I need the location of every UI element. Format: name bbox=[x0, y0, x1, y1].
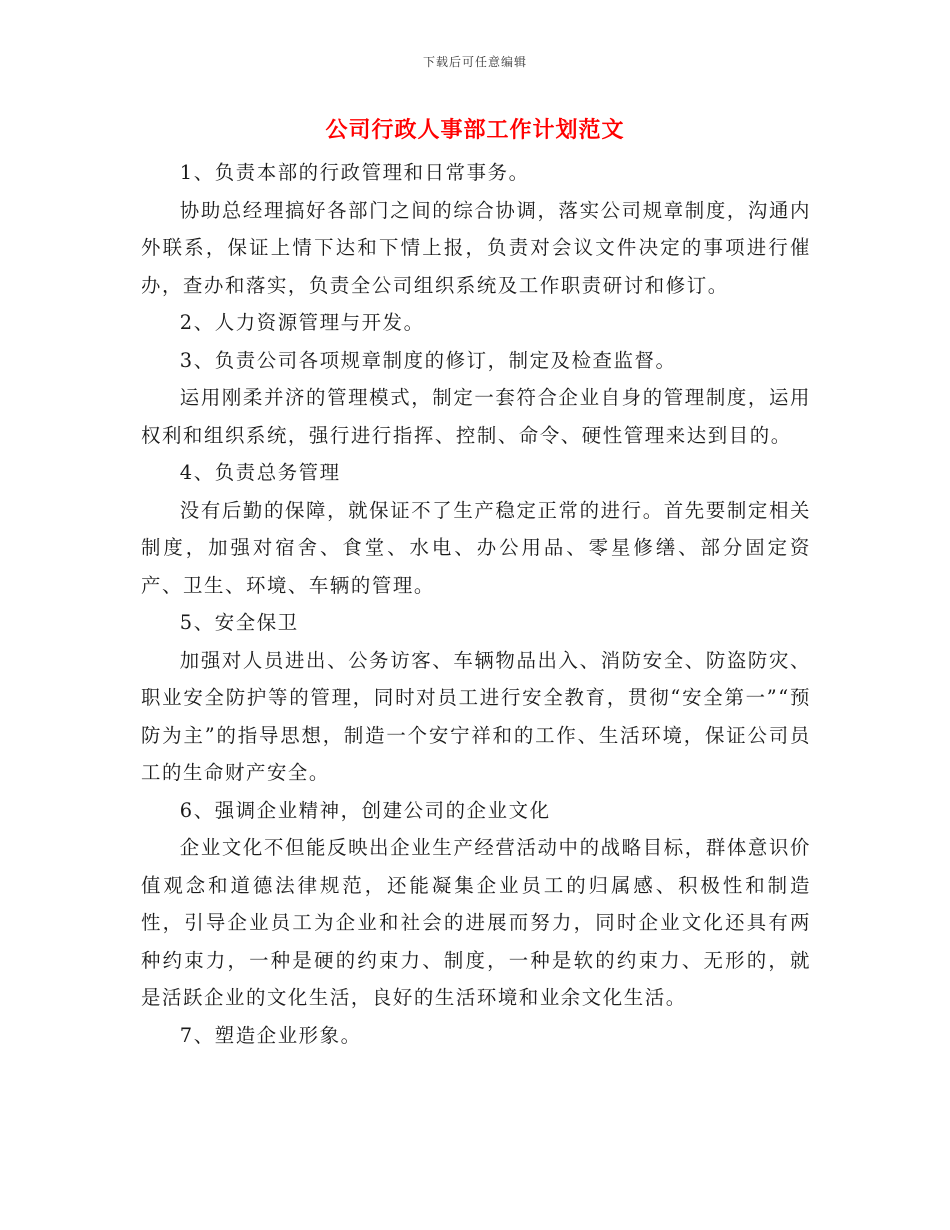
paragraph-item-2-heading: 2、人力资源管理与开发。 bbox=[179, 311, 425, 334]
paragraph-item-1-heading: 1、负责本部的行政管理和日常事务。 bbox=[179, 161, 530, 184]
paragraph-item-7-heading: 7、塑造企业形象。 bbox=[179, 1023, 362, 1047]
paragraph-item-3-heading: 3、负责公司各项规章制度的修订，制定及检查监督。 bbox=[179, 348, 677, 372]
paragraph-admin-duties: 协助总经理搞好各部门之间的综合协调，落实公司规章制度，沟通内外联系，保证上情下达和下情上报，负责对会议文件决定的事项进行催办，查办和落实，负责全公司组织系统及工作职责研讨和修订。 bbox=[141, 198, 811, 297]
paragraph-security: 加强对人员进出、公务访客、车辆物品出入、消防安全、防盗防灾、职业安全防护等的管理，同时对员工进行安全教育，贯彻“安全第一”“预防为主”的指导思想，制造一个安宁祥和的工作、生活环境，保证公司员工的生命财产安全。 bbox=[141, 648, 811, 784]
document-body bbox=[141, 154, 811, 1054]
document-title: 公司行政人事部工作计划范文 bbox=[325, 117, 625, 143]
paragraph-logistics: 没有后勤的保障，就保证不了生产稳定正常的进行。首先要制定相关制度，加强对宿舍、食堂、水电、办公用品、零星修缮、部分固定资产、卫生、环境、车辆的管理。 bbox=[141, 498, 811, 597]
page-header-note: 下载后可任意编辑 bbox=[422, 55, 527, 69]
paragraph-item-4-heading: 4、负责总务管理 bbox=[179, 461, 341, 484]
paragraph-corporate-culture: 企业文化不但能反映出企业生产经营活动中的战略目标，群体意识价值观念和道德法律规范，还能凝集企业员工的归属感、积极性和制造性，引导企业员工为企业和社会的进展而努力，同时企业文化还具有两种约束力，一种是硬的约束力、制度，一种是软的约束力、无形的，就是活跃企业的文化生活，良好的生活环境和业余文化生活。 bbox=[141, 836, 811, 1009]
paragraph-management-model: 运用刚柔并济的管理模式，制定一套符合企业自身的管理制度，运用权利和组织系统，强行进行指挥、控制、命令、硬性管理来达到目的。 bbox=[141, 386, 811, 447]
paragraph-item-6-heading: 6、强调企业精神，创建公司的企业文化 bbox=[179, 798, 551, 822]
paragraph-item-5-heading: 5、安全保卫 bbox=[179, 611, 299, 634]
